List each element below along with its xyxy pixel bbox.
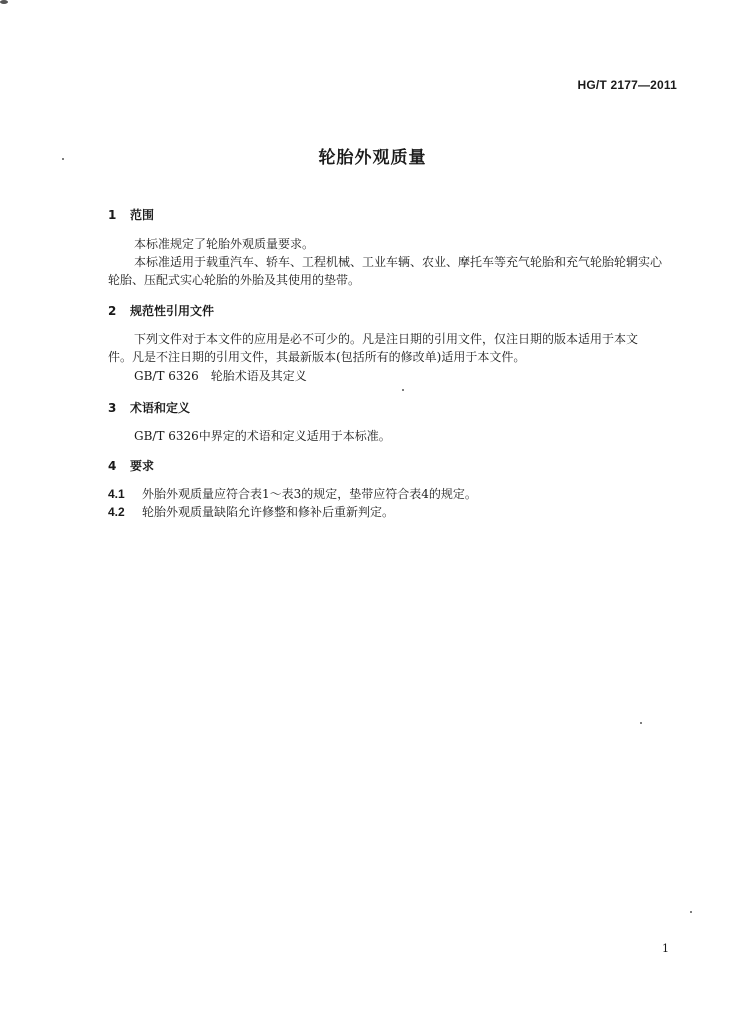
section-title: 要求 (130, 459, 155, 473)
standard-number: HG/T 2177—2011 (577, 78, 677, 92)
section-title: 范围 (130, 208, 155, 222)
section-3-heading (108, 399, 190, 416)
scan-speck (0, 0, 8, 4)
section-number: 4 (108, 459, 117, 473)
section-number: 3 (108, 401, 117, 415)
scan-speck (690, 911, 692, 913)
paragraph-continuation: 轮胎、压配式实心轮胎的外胎及其使用的垫带。 (108, 273, 361, 287)
paragraph: 本标准适用于载重汽车、轿车、工程机械、工业车辆、农业、摩托车等充气轮胎和充气轮胎轮辋实心 (134, 255, 663, 269)
clause-number: 4.1 (108, 487, 125, 501)
section-title: 规范性引用文件 (130, 304, 215, 318)
scan-speck (402, 389, 404, 391)
document-title: 轮胎外观质量 (318, 148, 427, 168)
section-number: 1 (108, 208, 117, 222)
section-number: 2 (108, 304, 117, 318)
scan-speck (62, 158, 64, 160)
paragraph-continuation: 件。凡是不注日期的引用文件，其最新版本(包括所有的修改单)适用于本文件。 (108, 350, 526, 364)
section-1-heading (108, 206, 154, 223)
paragraph: GB/T 6326中界定的术语和定义适用于本标准。 (134, 429, 391, 443)
section-2-heading (108, 302, 214, 319)
clause-4-2 (108, 503, 394, 520)
paragraph: 下列文件对于本文件的应用是必不可少的。凡是注日期的引用文件，仅注日期的版本适用于本文 (134, 332, 639, 346)
section-4-heading (108, 457, 154, 474)
section-title: 术语和定义 (130, 401, 191, 415)
paragraph: 本标准规定了轮胎外观质量要求。 (134, 237, 315, 251)
clause-4-1 (108, 485, 477, 502)
scan-speck (640, 722, 642, 724)
clause-number: 4.2 (108, 505, 125, 519)
clause-text: 外胎外观质量应符合表1～表3的规定，垫带应符合表4的规定。 (142, 487, 477, 501)
clause-text: 轮胎外观质量缺陷允许修整和修补后重新判定。 (142, 505, 395, 519)
page-number: 1 (662, 942, 669, 955)
normative-reference: GB/T 6326 轮胎术语及其定义 (134, 369, 307, 383)
